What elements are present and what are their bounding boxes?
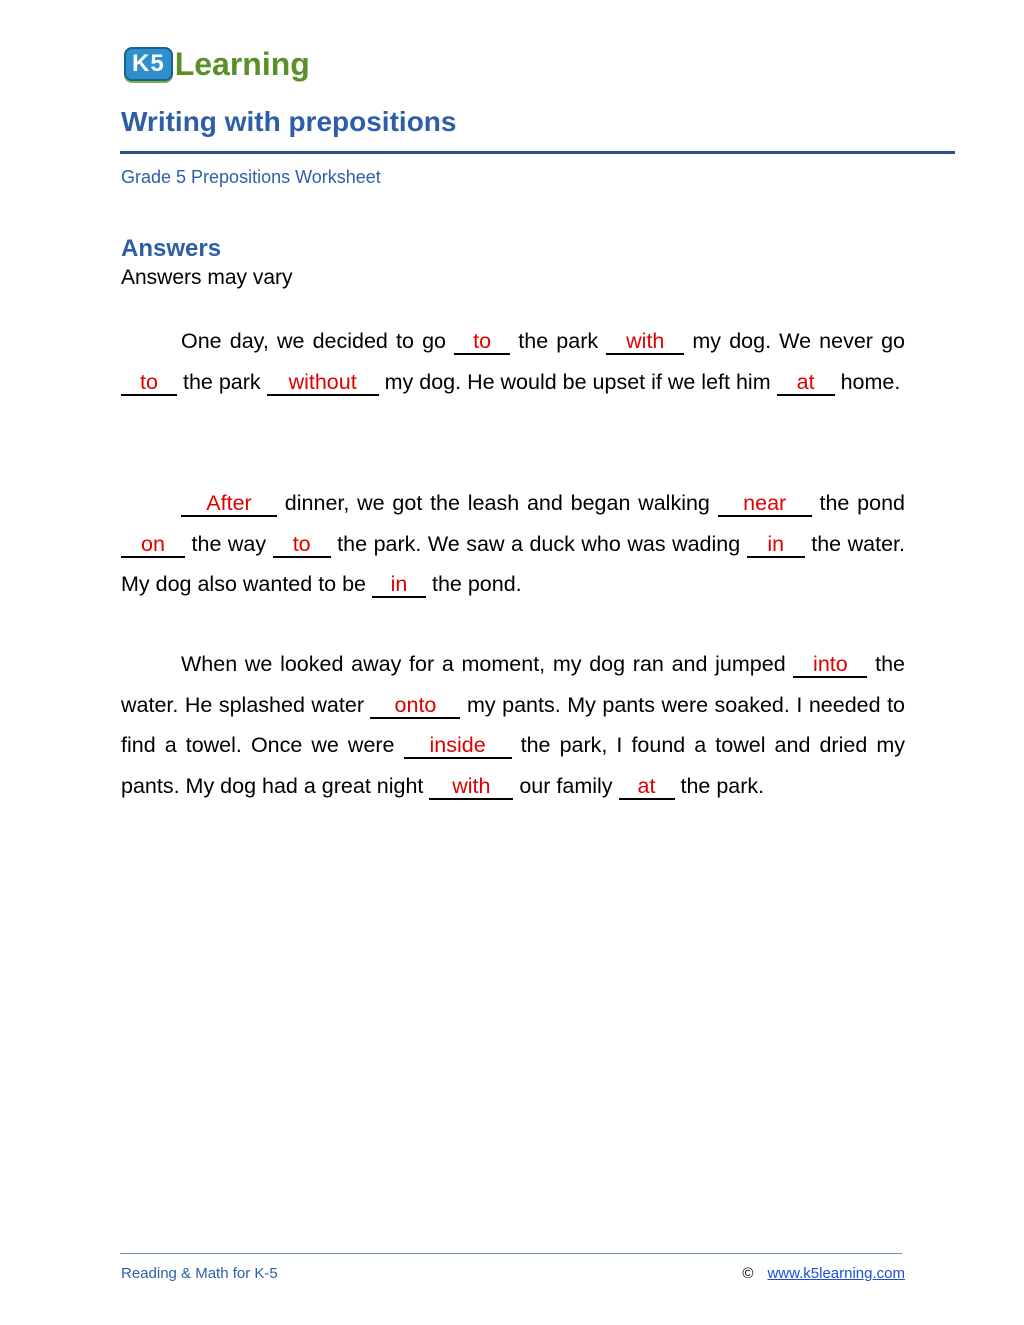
copyright-symbol: ©: [742, 1265, 754, 1282]
text-segment: the park. We saw a duck who was wading: [330, 531, 747, 556]
logo-badge: K5: [124, 47, 173, 81]
answer-blank: to: [121, 370, 177, 396]
logo-wordmark: Learning: [174, 45, 310, 82]
footer-tagline: Reading & Math for K-5: [121, 1265, 278, 1282]
text-segment: the park, I found a towel and dried my pants. My dog had a great night: [121, 733, 905, 798]
text-segment: the water. He splashed water: [121, 652, 905, 717]
answer-blank: without: [267, 370, 379, 396]
paragraph-2: [121, 483, 905, 605]
text-segment: the water. My dog also wanted to be: [121, 531, 905, 596]
text-segment: our family: [513, 773, 619, 798]
k5-learning-logo: [124, 36, 310, 92]
footer-credit: [742, 1265, 905, 1282]
page-title: Writing with prepositions: [121, 106, 457, 137]
answer-blank: at: [777, 370, 835, 396]
text-segment: dinner, we got the leash and began walking: [277, 491, 718, 515]
answer-blank: in: [372, 572, 426, 598]
answer-blank: on: [121, 532, 185, 558]
text-segment: the park: [177, 369, 267, 394]
answers-note: Answers may vary: [121, 266, 293, 289]
answer-blank: After: [181, 491, 277, 517]
footer-divider: [120, 1253, 902, 1254]
text-segment: home.: [834, 369, 901, 394]
text-segment: my pants. My pants were soaked. I needed to find a towel. Once we were: [121, 692, 905, 757]
answer-blank: to: [273, 532, 331, 558]
paragraph-3: [121, 644, 905, 806]
answers-heading: Answers: [121, 235, 222, 262]
title-divider: [120, 151, 955, 154]
text-segment: the park: [510, 329, 607, 353]
text-segment: One day, we decided to go: [181, 329, 455, 353]
answer-blank: with: [429, 774, 513, 800]
answer-blank: onto: [370, 693, 460, 719]
answer-blank: at: [619, 774, 675, 800]
text-segment: the pond: [811, 491, 905, 515]
answer-blank: with: [606, 329, 684, 355]
text-segment: When we looked away for a moment, my dog ran and jumped: [181, 652, 794, 676]
answer-blank: into: [793, 652, 867, 678]
paragraph-1: [121, 321, 905, 402]
answer-blank: to: [454, 329, 510, 355]
answer-blank: in: [747, 532, 805, 558]
text-segment: the park.: [674, 773, 765, 798]
answer-blank: inside: [404, 733, 512, 759]
answer-blank: near: [718, 491, 812, 517]
text-segment: my dog. He would be upset if we left him: [378, 369, 777, 394]
text-segment: the way: [185, 531, 273, 556]
text-segment: the pond.: [426, 572, 522, 596]
website-link[interactable]: www.k5learning.com: [767, 1265, 905, 1282]
text-segment: my dog. We never go: [684, 329, 905, 353]
page-subtitle: Grade 5 Prepositions Worksheet: [121, 167, 381, 187]
